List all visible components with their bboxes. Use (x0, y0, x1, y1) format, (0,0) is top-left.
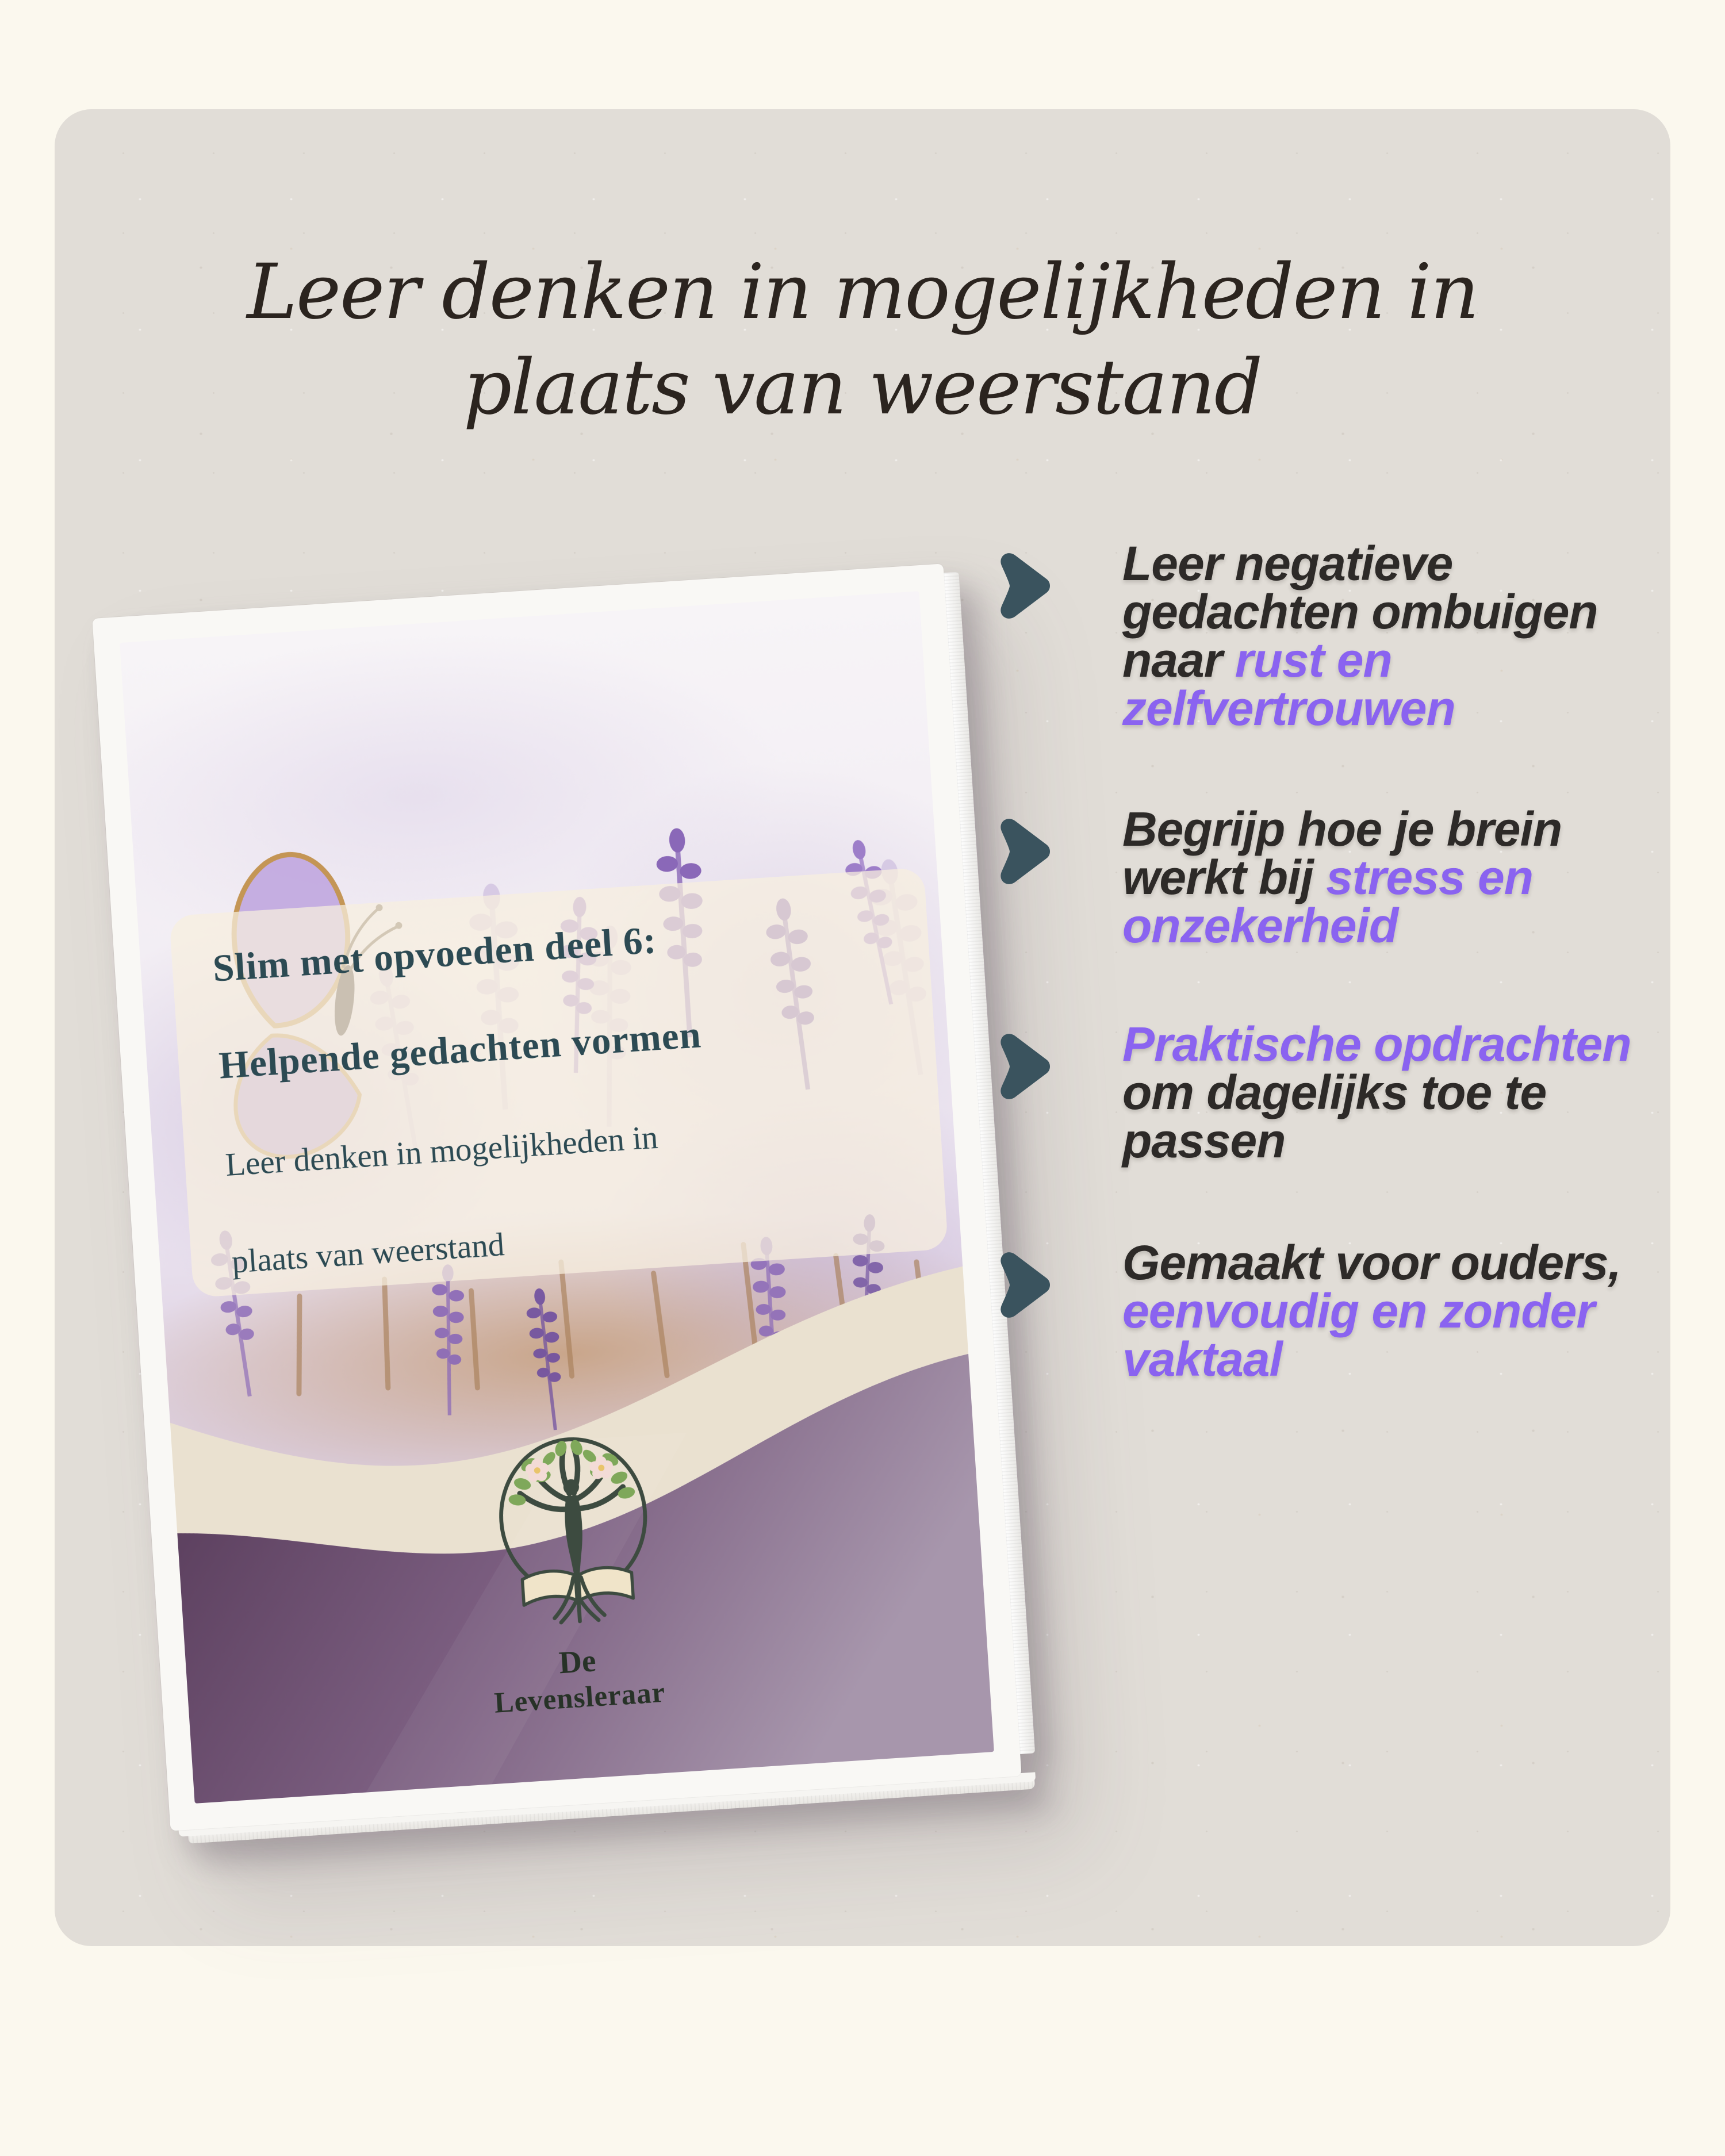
cover-title-plate (169, 868, 948, 1298)
chevron-right-icon (995, 552, 1052, 620)
tree-person-book-logo (489, 1430, 658, 1640)
benefit-text: Begrijp hoe je brein werkt bij stress en onzekerheid (1122, 802, 1562, 953)
benefit-text: Leer negatieve gedachten ombuigen naar rust en zelfvertrouwen (1122, 536, 1598, 735)
brand-line2: Levensleraar (493, 1676, 666, 1720)
cover-bottom-section (162, 1242, 994, 1804)
cover-artwork (120, 591, 994, 1804)
page-title (55, 244, 1670, 435)
cover-title-line2: Helpende gedachten vormen (217, 1013, 703, 1087)
chevron-right-icon (995, 1033, 1052, 1100)
benefit-item-3 (995, 1017, 1679, 1168)
cover-subtitle-line1: Leer denken in mogelijkheden in (224, 1119, 660, 1184)
cover-subtitle-line2: plaats van weerstand (231, 1226, 505, 1280)
benefit-item-4 (995, 1236, 1679, 1386)
benefit-item-2 (995, 802, 1679, 953)
benefit-text: Praktische opdrachten om dagelijks toe te passen (1122, 1017, 1631, 1168)
chevron-right-icon (995, 818, 1052, 885)
chevron-right-icon (995, 1251, 1052, 1319)
benefit-item-1 (995, 536, 1679, 735)
page-title-line1: Leer denken in mogelijkheden in (247, 248, 1478, 336)
ebook-mockup (92, 563, 1021, 1831)
brand-line1: De (558, 1643, 597, 1681)
cover-title-line1: Slim met opvoeden deel 6: (211, 918, 658, 990)
book-cover (92, 563, 1021, 1831)
benefit-text: Gemaakt voor ouders, eenvoudig en zonder vaktaal (1122, 1236, 1621, 1386)
page-title-line2: plaats van weerstand (463, 343, 1262, 432)
